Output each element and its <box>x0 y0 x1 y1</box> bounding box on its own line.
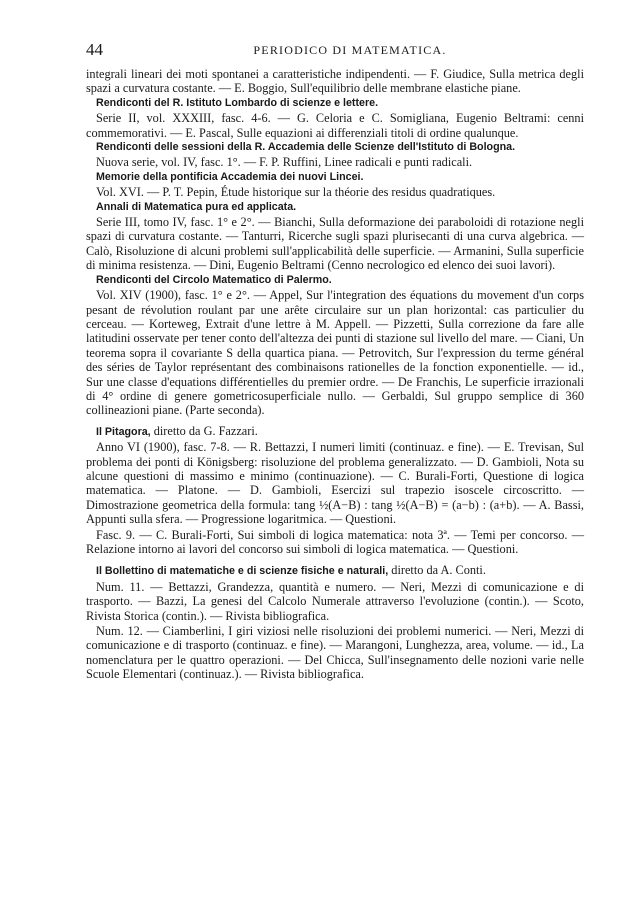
page-body <box>86 67 584 682</box>
section-heading-palermo: Rendiconti del Circolo Matematico di Palermo. <box>96 273 332 286</box>
page-number: 44 <box>86 40 103 59</box>
entry-pitagora-2: Fasc. 9. — C. Burali-Forti, Sui simboli di logica matematica: nota 3ª. — Temi per concorso. — Relazione intorno ai lavori del concorso sui simboli di logica matematica. — Questioni. <box>86 527 584 556</box>
entry-bollettino-1: Num. 11. — Bettazzi, Grandezza, quantità e numero. — Neri, Mezzi di comunicazione e di trasporto. — Bazzi, La genesi del Calcolo Numerale attraverso l'evoluzione (contin.). — Scoto, Rivista Storica (contin.). — Rivista bibliografica. <box>86 579 584 623</box>
entry-lombardo: Serie II, vol. XXXIII, fasc. 4-6. — G. Celoria e C. Somigliana, Eugenio Beltrami: cenni commemorativi. — E. Pascal, Sulle equazioni ai differenziali titoli di ordine qualunque. <box>86 111 584 140</box>
section-heading-pitagora: Il Pitagora, <box>96 425 151 438</box>
section-heading-lincei: Memorie della pontificia Accademia dei nuovi Lincei. <box>96 170 364 183</box>
page-header <box>86 40 584 66</box>
pitagora-editor: diretto da G. Fazzari. <box>150 423 258 438</box>
entry-palermo: Vol. XIV (1900), fasc. 1° e 2°. — Appel, Sur l'integration des équations du movement d'un corps pesant de révolution roulant par une arête circulaire sur un plan horizontal: cas particulier du cerceau. — Korteweg, Extrait d'une lettre à M. Appell. — Pizzetti, Sulla correzione da fare alle latitudini osservate per tener conto dell'altezza dei punti di stazione sul livello del mare. — Ciani, Un teorema sopra il covariante S della quartica piana. — Petrovitch, Sur l'expression du terme général des séries de Taylor représentant des combinaisons rationelles de la fonction exponentielle. — id., Sur une classe d'equations différentielles du premier ordre. — De Franchis, Le superficie irrazionali di 4° ordine di genere gometricosuperficiale nullo. — Gerbaldi, Sul gruppo semplice di 360 collineazioni piane. (Parte seconda). <box>86 288 584 418</box>
entry-bollettino-2: Num. 12. — Ciamberlini, I giri viziosi nelle risoluzioni dei problemi numerici. — Neri, Mezzi di comunicazione e di trasporto (continuaz. e fine). — Marangoni, Lunghezza, area, volume. — id., La nomenclatura per le quattro operazioni. — Del Chicca, Sull'insegnamento delle nozioni varie nelle Scuole Elementari (continuaz.). — Rivista bibliografica. <box>86 624 584 682</box>
section-bollettino <box>86 563 584 578</box>
entry-bologna: Nuova serie, vol. IV, fasc. 1°. — F. P. Ruffini, Linee radicali e punti radicali. <box>96 155 473 170</box>
bollettino-editor: diretto da A. Conti. <box>388 563 486 578</box>
entry-pitagora-1: Anno VI (1900), fasc. 7-8. — R. Bettazzi, I numeri limiti (continuaz. e fine). — E. Trevisan, Sul problema dei ponti di Königsberg: risoluzione del problema generalizzato. — D. Gambioli, Nota su alcune questioni di massimo e minimo (continuazione). — C. Burali-Forti, Questione di logica matematica. — Platone. — D. Gambioli, Esercizi sul trapezio isoscele circoscritto. — Dimostrazione geometrica della formula: tang ½(A−B) : tang ½(A−B) = (a−b) : (a+b). — A. Bassi, Appunti sulla sfera. — Progressione logaritmica. — Questioni. <box>86 440 584 527</box>
entry-lincei: Vol. XVI. — P. T. Pepin, Étude historique sur la théorie des residus quadratiques. <box>96 185 496 200</box>
section-pitagora <box>86 424 584 439</box>
entry-annali: Serie III, tomo IV, fasc. 1° e 2°. — Bianchi, Sulla deformazione dei paraboloidi di rotazione negli spazi di curvatura costante. — Tanturri, Ricerche sugli spazi plurisecanti di una curva algebrica. — Calò, Risoluzione di alcuni problemi sull'applicabilità delle superficie. — Armanini, Sulla superficie di minima resistenza. — Dini, Eugenio Beltrami (Cenno necrologico ed elenco dei suoi lavori). <box>86 215 584 273</box>
section-heading-bologna: Rendiconti delle sessioni della R. Accademia delle Scienze dell'Istituto di Bologna. <box>96 141 516 154</box>
section-heading-lombardo: Rendiconti del R. Istituto Lombardo di scienze e lettere. <box>96 96 379 109</box>
section-heading-annali: Annali di Matematica pura ed applicata. <box>96 200 297 213</box>
continuation-paragraph: integrali lineari dei moti spontanei a caratteristiche indipendenti. — F. Giudice, Sulla metrica degli spazi a curvatura costante. — E. Boggio, Sull'equilibrio delle membrane elastiche piane. <box>86 67 584 96</box>
section-heading-bollettino: Il Bollettino di matematiche e di scienze fisiche e naturali, <box>96 565 389 578</box>
running-head: PERIODICO DI MATEMATICA. <box>253 43 447 57</box>
